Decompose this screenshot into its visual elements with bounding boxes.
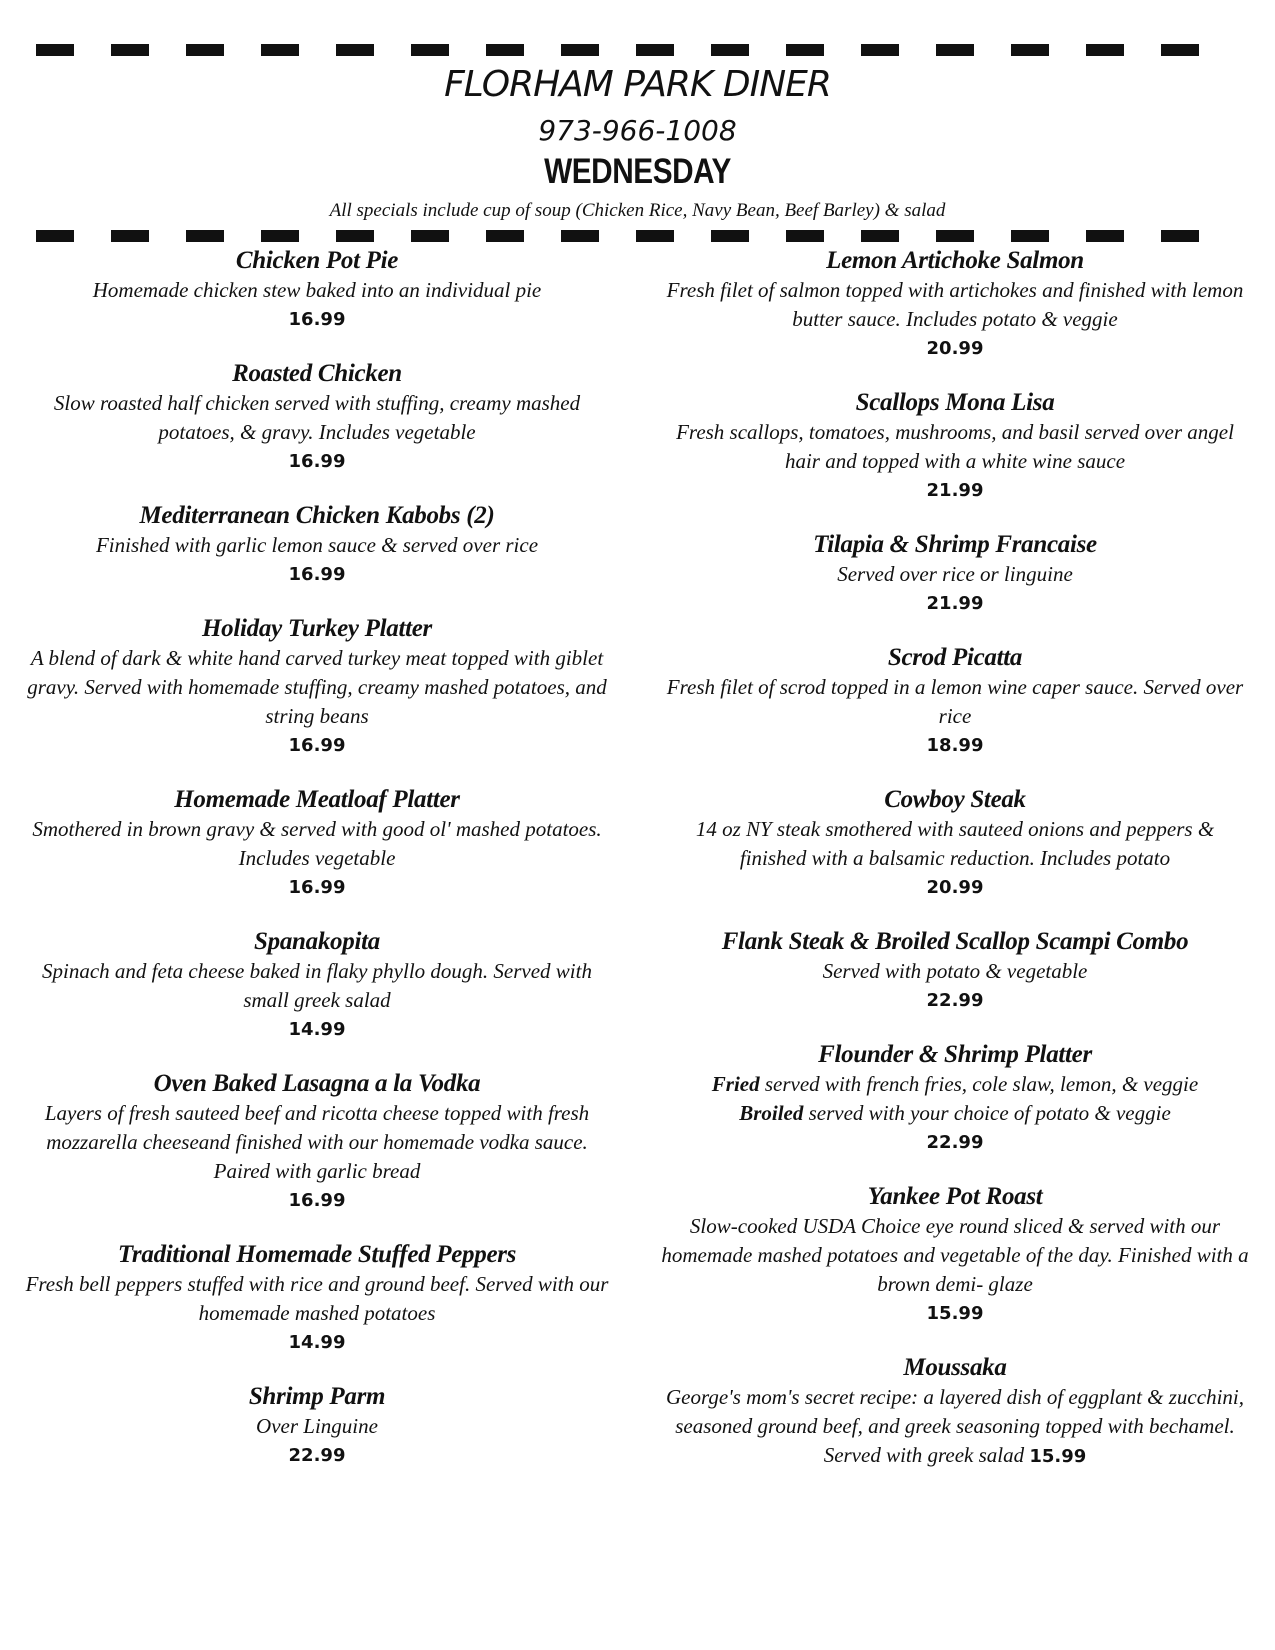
specials-note: All specials include cup of soup (Chicken Rice, Navy Bean, Beef Barley) & salad (329, 200, 946, 221)
item-price: 18.99 (926, 735, 984, 756)
item-name: Spanakopita (254, 928, 380, 955)
menu-item (655, 246, 1255, 364)
item-price: 22.99 (926, 1132, 984, 1153)
item-price: 21.99 (926, 480, 984, 501)
menu-item (17, 927, 617, 1045)
item-name: Mediterranean Chicken Kabobs (2) (139, 502, 495, 529)
menu-item (17, 359, 617, 477)
menu-item (17, 246, 617, 335)
menu-item (17, 614, 617, 761)
item-price: 20.99 (926, 338, 984, 359)
item-name: Shrimp Parm (248, 1383, 386, 1410)
item-description: 14 oz NY steak smothered with sauteed onions and peppers & finished with a balsamic reduction. Includes potato (695, 817, 1215, 870)
menu-item (655, 1182, 1255, 1329)
item-name: Flounder & Shrimp Platter (818, 1041, 1092, 1068)
item-name: Cowboy Steak (884, 786, 1026, 813)
day-heading: WEDNESDAY (544, 152, 731, 191)
item-description: Layers of fresh sauteed beef and ricotta cheese topped with fresh mozzarella cheeseand finished with our homemade vodka sauce. Paired with garlic bread (44, 1101, 590, 1183)
item-price: 15.99 (1029, 1446, 1087, 1467)
phone-number: 973-966-1008 (538, 114, 737, 147)
item-description: Smothered in brown gravy & served with good ol' mashed potatoes. Includes vegetable (32, 817, 602, 870)
item-price: 16.99 (288, 451, 346, 472)
item-name: Tilapia & Shrimp Francaise (813, 531, 1097, 558)
item-description: Fresh filet of salmon topped with artichokes and finished with lemon butter sauce. Includes potato & veggie (666, 278, 1244, 331)
fried-description: served with french fries, cole slaw, lemon, & veggie (759, 1072, 1199, 1096)
restaurant-title: FLORHAM PARK DINER (444, 64, 831, 105)
menu-item (17, 1069, 617, 1216)
item-price: 16.99 (288, 564, 346, 585)
item-price: 16.99 (288, 877, 346, 898)
item-name: Flank Steak & Broiled Scallop Scampi Combo (721, 928, 1189, 955)
menu-item (655, 530, 1255, 619)
bottom-dashed-divider (36, 230, 1236, 242)
top-dashed-divider (36, 44, 1236, 56)
item-description: Slow roasted half chicken served with stuffing, creamy mashed potatoes, & gravy. Includes vegetable (53, 391, 581, 444)
item-description: Finished with garlic lemon sauce & served over rice (95, 533, 539, 557)
menu-item (17, 501, 617, 590)
item-price: 21.99 (926, 593, 984, 614)
fried-label: Fried (711, 1072, 760, 1096)
item-description (655, 1383, 1255, 1471)
menu-item (655, 1353, 1255, 1471)
item-name: Scrod Picatta (887, 644, 1023, 671)
menu-item (655, 643, 1255, 761)
item-description: Served over rice or linguine (837, 562, 1073, 586)
item-description (655, 1070, 1255, 1128)
item-description: Fresh filet of scrod topped in a lemon wine caper sauce. Served over rice (666, 675, 1244, 728)
menu-item (655, 388, 1255, 506)
item-description: Homemade chicken stew baked into an individual pie (92, 278, 542, 302)
item-price: 22.99 (926, 990, 984, 1011)
item-name: Homemade Meatloaf Platter (174, 786, 460, 813)
item-price: 14.99 (288, 1332, 346, 1353)
item-name: Holiday Turkey Platter (202, 615, 432, 642)
item-name: Lemon Artichoke Salmon (826, 247, 1084, 274)
item-name: Traditional Homemade Stuffed Peppers (117, 1241, 517, 1268)
menu-item (17, 1382, 617, 1471)
menu-item (655, 785, 1255, 903)
item-description: Fresh bell peppers stuffed with rice and ground beef. Served with our homemade mashed potatoes (25, 1272, 609, 1325)
item-description: Over Linguine (256, 1414, 378, 1438)
item-name: Chicken Pot Pie (235, 247, 399, 274)
item-price: 22.99 (288, 1445, 346, 1466)
broiled-description: served with your choice of potato & veggie (803, 1101, 1171, 1125)
menu-item (655, 1040, 1255, 1158)
item-price: 20.99 (926, 877, 984, 898)
right-menu-column (655, 246, 1255, 1471)
item-name: Scallops Mona Lisa (855, 389, 1055, 416)
item-description: Fresh scallops, tomatoes, mushrooms, and basil served over angel hair and topped with a white wine sauce (676, 420, 1234, 473)
menu-item (17, 785, 617, 903)
item-price: 16.99 (288, 309, 346, 330)
moussaka-description: George's mom's secret recipe: a layered dish of eggplant & zucchini, seasoned ground beef, and greek seasoning topped with bechamel. Served with greek salad (666, 1385, 1244, 1467)
item-price: 14.99 (288, 1019, 346, 1040)
item-description: A blend of dark & white hand carved turkey meat topped with giblet gravy. Served with homemade stuffing, creamy mashed potatoes, and string beans (27, 646, 607, 728)
broiled-label: Broiled (739, 1101, 804, 1125)
left-menu-column (17, 246, 617, 1471)
item-price: 16.99 (288, 1190, 346, 1211)
menu-item (655, 927, 1255, 1016)
menu-item (17, 1240, 617, 1358)
item-name: Roasted Chicken (232, 360, 402, 387)
item-price: 15.99 (926, 1303, 984, 1324)
item-price: 16.99 (288, 735, 346, 756)
item-name: Moussaka (903, 1354, 1007, 1381)
item-description: Slow-cooked USDA Choice eye round sliced & served with our homemade mashed potatoes and vegetable of the day. Finished with a brown demi- glaze (661, 1214, 1249, 1296)
item-description: Spinach and feta cheese baked in flaky phyllo dough. Served with small greek salad (42, 959, 592, 1012)
item-name: Yankee Pot Roast (867, 1183, 1043, 1210)
item-description: Served with potato & vegetable (822, 959, 1088, 983)
item-name: Oven Baked Lasagna a la Vodka (153, 1070, 481, 1097)
